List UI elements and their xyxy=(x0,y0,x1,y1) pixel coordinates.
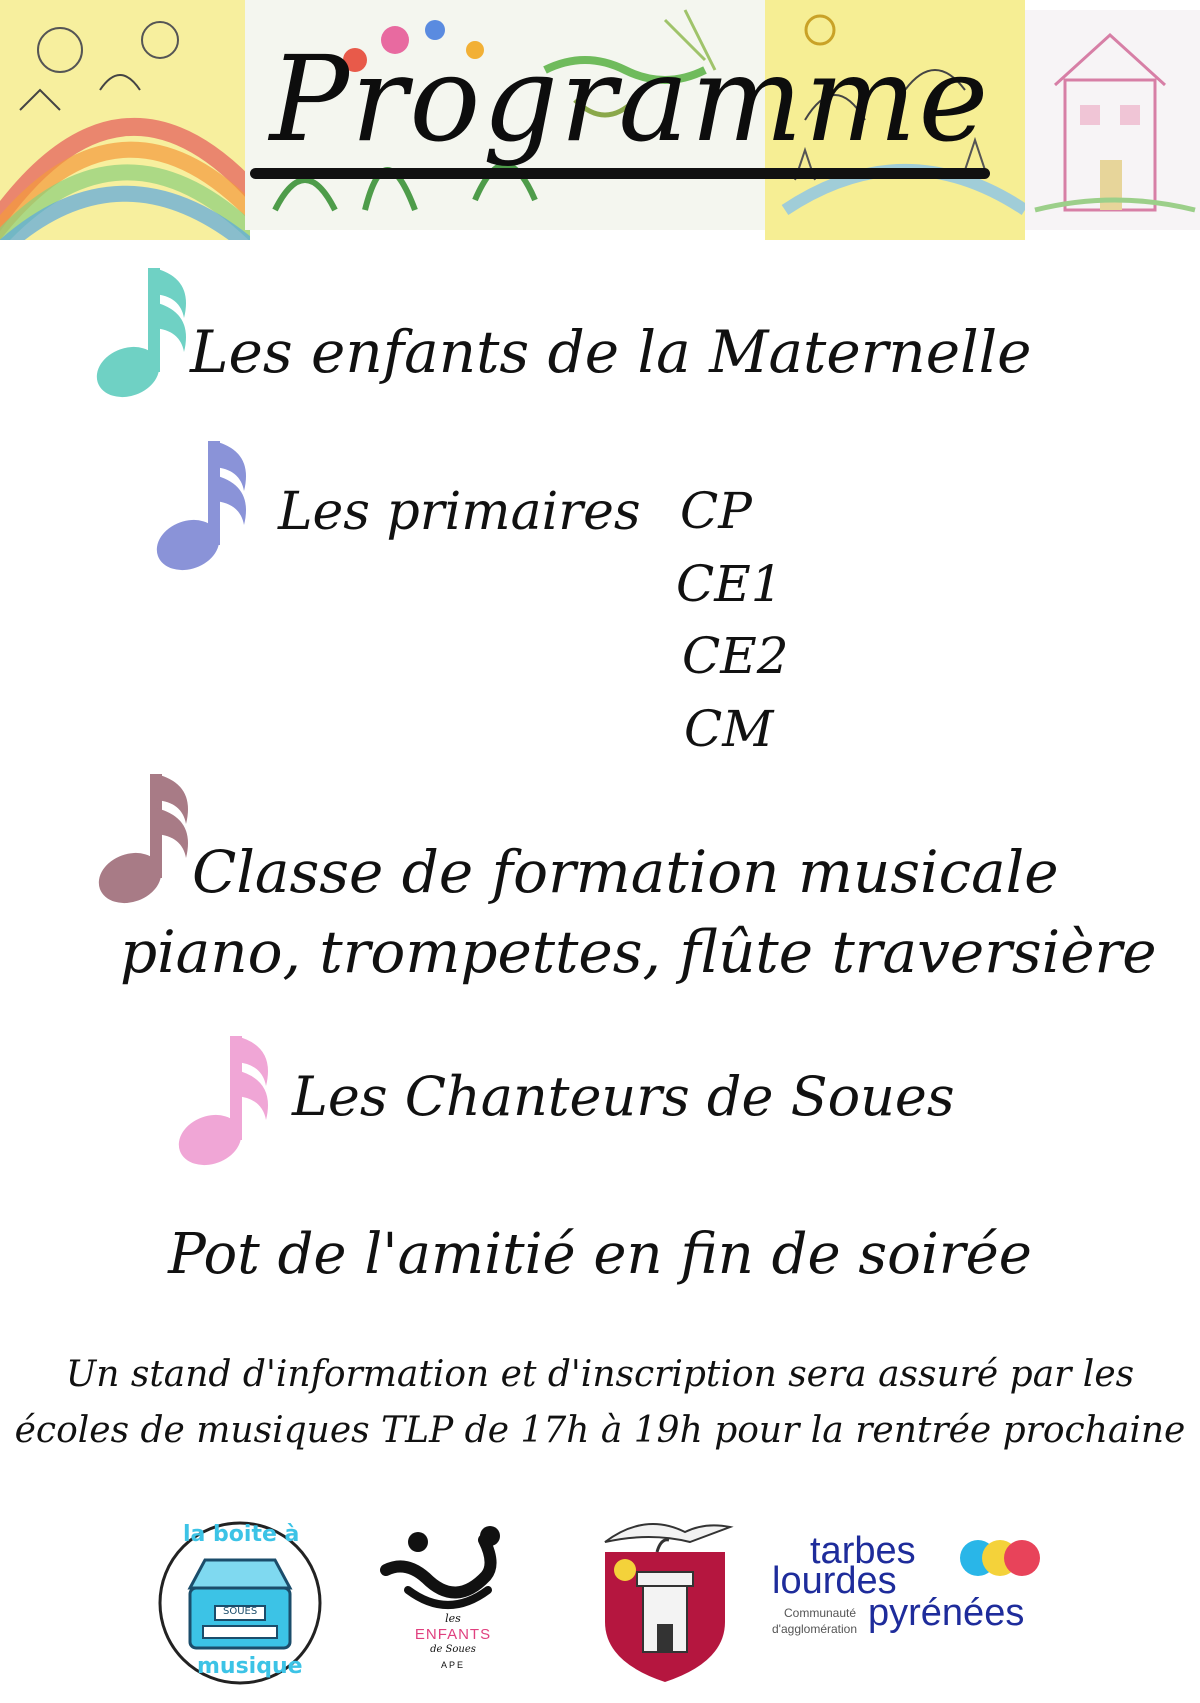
logo-tarbes-lourdes-pyrenees xyxy=(770,1530,1060,1650)
logo-boite-chest-text: SOUES xyxy=(223,1606,258,1617)
music-note-icon-pink xyxy=(172,1030,272,1170)
info-line-1: Un stand d'information et d'inscription sera assuré par les xyxy=(65,1354,1135,1395)
tlp-sub-communaute: Communauté xyxy=(784,1606,857,1620)
logo-enfants-de-soues-text: de Soues xyxy=(430,1644,476,1655)
logo-enfants-de-soues xyxy=(378,1520,528,1680)
logo-enfants-ape: APE xyxy=(440,1660,465,1670)
program-item-chanteurs: Les Chanteurs de Soues xyxy=(292,1065,955,1128)
program-item-primaires: Les primaires xyxy=(278,482,641,542)
tlp-sub-agglomeration: d'agglomération xyxy=(772,1622,858,1636)
level-cp: CP xyxy=(680,482,752,540)
closing-reception: Pot de l'amitié en fin de soirée xyxy=(168,1222,1032,1287)
level-cm: CM xyxy=(684,700,774,758)
info-line-2: écoles de musiques TLP de 17h à 19h pour la rentrée prochaine xyxy=(14,1410,1186,1451)
logo-boite-bottom-text: musique xyxy=(197,1654,303,1679)
music-note-icon-lavender xyxy=(150,435,250,575)
children-drawing-left xyxy=(0,0,250,240)
music-note-icon-teal xyxy=(90,262,190,402)
tlp-dots-icon xyxy=(958,1538,1048,1580)
level-ce1: CE1 xyxy=(676,555,783,613)
logo-enfants-les: les xyxy=(445,1612,461,1625)
level-ce2: CE2 xyxy=(682,627,789,685)
tlp-word-lourdes: lourdes xyxy=(772,1560,897,1602)
logo-enfants-name: ENFANTS xyxy=(414,1626,492,1643)
castle-crest-icon xyxy=(595,1512,735,1684)
title-underline xyxy=(250,168,990,179)
logo-boite-a-musique xyxy=(155,1518,325,1688)
program-item-formation-title: Classe de formation musicale xyxy=(192,838,1059,906)
program-item-maternelle: Les enfants de la Maternelle xyxy=(190,318,1032,386)
logo-boite-top-text: la boite à xyxy=(183,1522,300,1547)
tlp-word-tarbes: tarbes xyxy=(810,1530,916,1572)
music-note-icon-mauve xyxy=(92,768,192,908)
program-item-formation-instruments: piano, trompettes, flûte traversière xyxy=(120,918,1157,986)
page-title: Programme xyxy=(269,30,991,168)
children-drawing-house xyxy=(1025,10,1200,230)
tlp-word-pyrenees: pyrénées xyxy=(868,1592,1025,1634)
